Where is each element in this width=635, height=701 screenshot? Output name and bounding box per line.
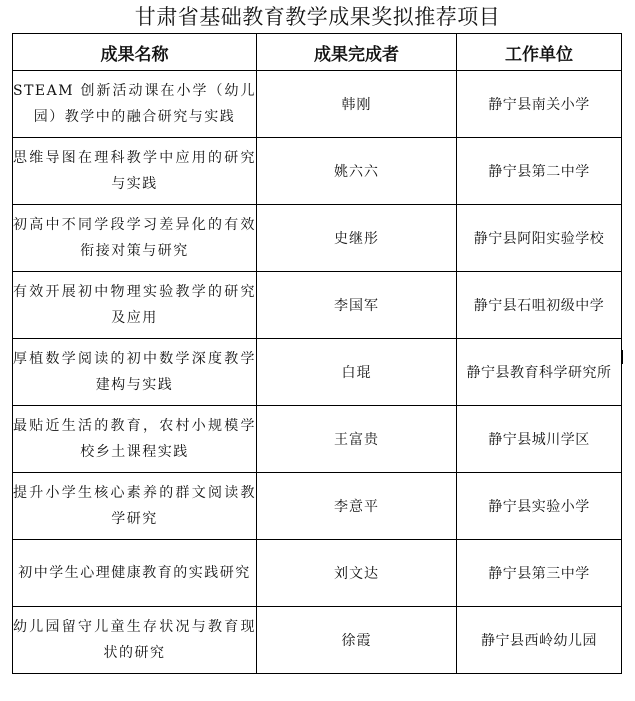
achievement-name: 有效开展初中物理实验教学的研究及应用: [13, 284, 256, 326]
text-cursor: [622, 350, 623, 364]
page-title: 甘肃省基础教育教学成果奖拟推荐项目: [134, 5, 501, 29]
achievement-name-cell: [13, 540, 257, 607]
table-row: [13, 339, 622, 406]
work-unit-cell: 静宁县南关小学: [457, 71, 622, 138]
achievement-name-cell: [13, 71, 257, 138]
achievement-name: 思维导图在理科教学中应用的研究与实践: [13, 150, 256, 192]
achievement-name: 厚植数学阅读的初中数学深度教学建构与实践: [13, 351, 256, 393]
table-header-row: [13, 34, 622, 71]
table-row: [13, 71, 622, 138]
author-cell: 徐霞: [257, 607, 457, 674]
achievement-name-cell: [13, 138, 257, 205]
author-cell: 王富贵: [257, 406, 457, 473]
achievement-name: 最贴近生活的教育，农村小规模学校乡土课程实践: [13, 418, 256, 460]
author-cell: 李国军: [257, 272, 457, 339]
table-row: [13, 138, 622, 205]
work-unit-cell: 静宁县实验小学: [457, 473, 622, 540]
achievement-name-cell: [13, 205, 257, 272]
table-row: [13, 607, 622, 674]
achievement-name-cell: [13, 406, 257, 473]
achievement-name-cell: [13, 473, 257, 540]
author-cell: 韩刚: [257, 71, 457, 138]
achievement-name: 提升小学生核心素养的群文阅读教学研究: [13, 485, 256, 527]
author-cell: 史继彤: [257, 205, 457, 272]
header-work-unit: 工作单位: [457, 34, 622, 71]
author-cell: 刘文达: [257, 540, 457, 607]
table-row: [13, 205, 622, 272]
table-row: [13, 540, 622, 607]
author-cell: 姚六六: [257, 138, 457, 205]
achievement-name-cell: [13, 339, 257, 406]
achievement-name: 初中学生心理健康教育的实践研究: [18, 565, 251, 581]
achievement-name: 初高中不同学段学习差异化的有效衔接对策与研究: [13, 217, 256, 259]
work-unit-cell: 静宁县西岭幼儿园: [457, 607, 622, 674]
work-unit-cell: 静宁县石咀初级中学: [457, 272, 622, 339]
header-achievement-name: 成果名称: [13, 34, 257, 71]
table-row: [13, 272, 622, 339]
table-row: [13, 473, 622, 540]
work-unit-cell: 静宁县第二中学: [457, 138, 622, 205]
achievement-name: STEAM 创新活动课在小学（幼儿园）教学中的融合研究与实践: [13, 83, 256, 125]
table-row: [13, 406, 622, 473]
author-cell: 白琨: [257, 339, 457, 406]
achievement-name: 幼儿园留守儿童生存状况与教育现状的研究: [13, 619, 256, 661]
header-author: 成果完成者: [257, 34, 457, 71]
work-unit-cell: 静宁县城川学区: [457, 406, 622, 473]
work-unit-cell: 静宁县教育科学研究所: [457, 339, 622, 406]
work-unit-cell: 静宁县第三中学: [457, 540, 622, 607]
author-cell: 李意平: [257, 473, 457, 540]
achievement-name-cell: [13, 272, 257, 339]
achievement-name-cell: [13, 607, 257, 674]
work-unit-cell: 静宁县阿阳实验学校: [457, 205, 622, 272]
results-table: [12, 33, 622, 674]
